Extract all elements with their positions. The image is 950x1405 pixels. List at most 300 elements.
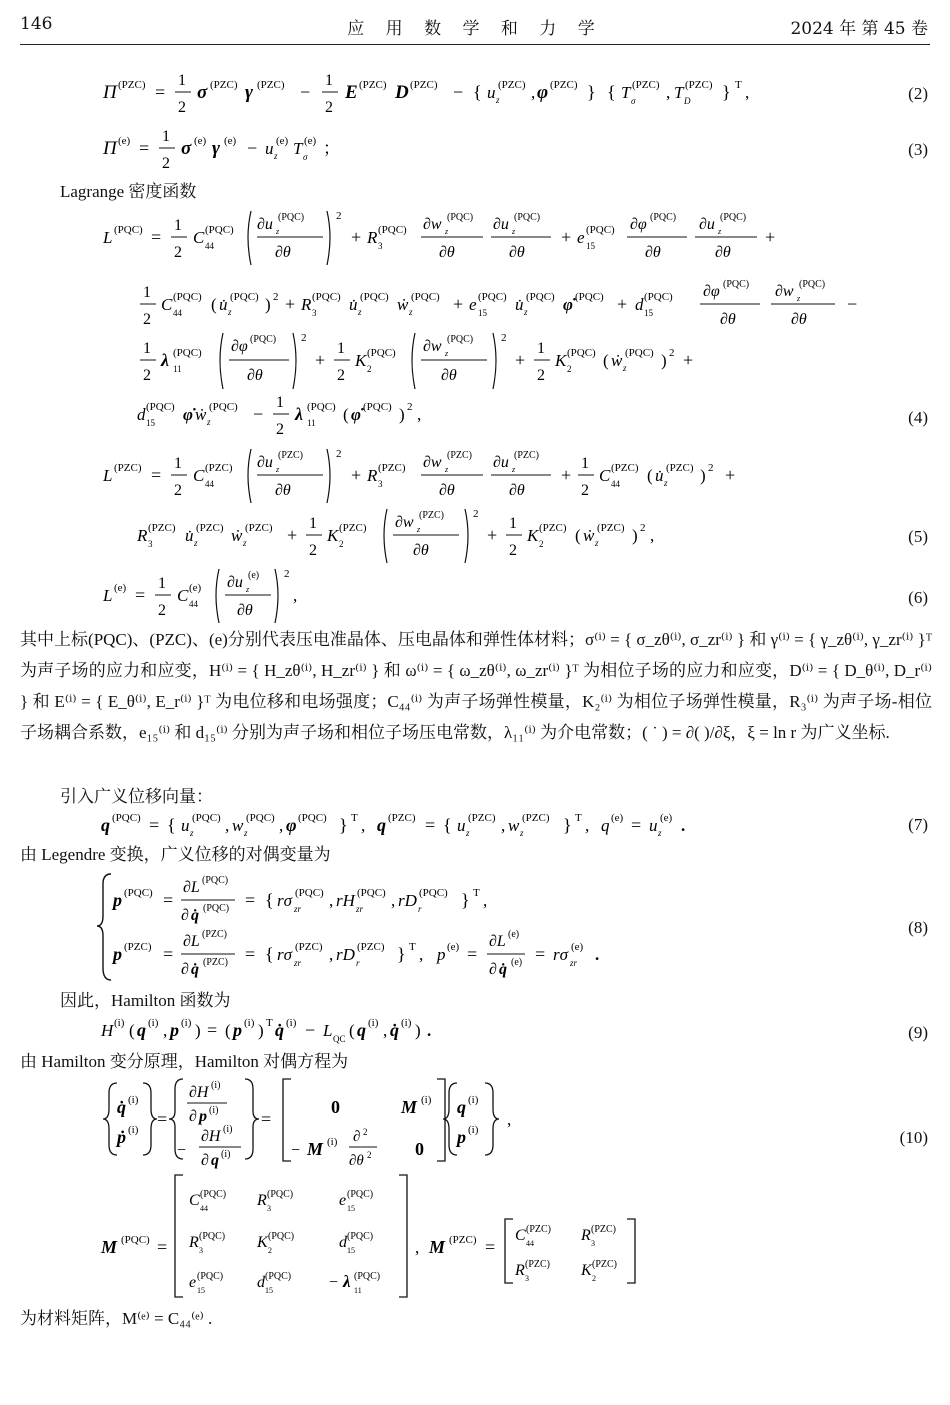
- equation-3: [95, 124, 495, 176]
- svg-text:q: q: [211, 1152, 219, 1169]
- svg-text:(i): (i): [223, 1124, 233, 1135]
- svg-text:,: ,: [531, 83, 536, 102]
- svg-text:(PZC): (PZC): [388, 812, 416, 824]
- svg-text:2: 2: [501, 332, 507, 344]
- svg-text:{: {: [443, 815, 452, 835]
- svg-text:z: z: [358, 307, 362, 317]
- svg-text:+: +: [561, 227, 572, 247]
- svg-text:,: ,: [383, 1021, 388, 1040]
- svg-text:z: z: [512, 227, 516, 236]
- svg-text:(PZC): (PZC): [591, 1224, 616, 1235]
- equation-4: [95, 205, 875, 445]
- svg-text:1: 1: [178, 72, 186, 89]
- svg-text:−: −: [300, 82, 311, 102]
- svg-text:∂: ∂: [201, 1152, 209, 1169]
- svg-text:1: 1: [174, 455, 182, 472]
- svg-text:∂w: ∂w: [775, 283, 794, 300]
- svg-text:): ): [258, 1021, 264, 1040]
- svg-text:zr: zr: [570, 958, 578, 968]
- svg-text:∂θ: ∂θ: [349, 1153, 364, 1169]
- svg-text:∂u: ∂u: [257, 216, 273, 233]
- svg-text:R: R: [189, 1234, 199, 1251]
- svg-text:2: 2: [669, 347, 675, 359]
- svg-text:D: D: [684, 96, 691, 106]
- svg-text:(PQC): (PQC): [526, 291, 555, 303]
- svg-text:1: 1: [162, 128, 170, 145]
- svg-text:C: C: [189, 1192, 200, 1209]
- svg-text:∂u: ∂u: [257, 454, 273, 471]
- svg-text:R: R: [515, 1262, 525, 1279]
- svg-text:(e): (e): [248, 570, 260, 581]
- svg-text:C: C: [193, 228, 205, 247]
- svg-text:(PZC): (PZC): [205, 462, 233, 474]
- svg-text:(i): (i): [286, 1017, 297, 1029]
- svg-text:(PQC): (PQC): [278, 212, 305, 223]
- svg-text:d: d: [137, 405, 146, 424]
- svg-text:z: z: [417, 525, 421, 534]
- svg-text:QC: QC: [333, 1034, 346, 1044]
- svg-text:(e): (e): [611, 812, 624, 824]
- svg-text:,: ,: [483, 891, 488, 910]
- svg-text:∂u: ∂u: [493, 454, 509, 471]
- svg-text:ẇ: ẇ: [611, 351, 623, 370]
- svg-text:(PQC): (PQC): [197, 1271, 224, 1282]
- svg-text:σ: σ: [181, 138, 192, 159]
- svg-text:q̇: q̇: [191, 961, 199, 978]
- svg-text:zr: zr: [294, 904, 302, 914]
- svg-text:,: ,: [361, 816, 366, 835]
- svg-text:z: z: [228, 307, 232, 317]
- svg-text:(PQC): (PQC): [265, 1271, 292, 1282]
- equation-7: [95, 808, 735, 842]
- svg-text:(PQC): (PQC): [514, 212, 541, 223]
- equation-number: (10): [899, 1128, 928, 1147]
- svg-text:z: z: [276, 227, 280, 236]
- svg-text:T: T: [409, 941, 416, 953]
- svg-text:K: K: [257, 1234, 268, 1251]
- svg-text:(PQC): (PQC): [205, 224, 234, 236]
- svg-text:∂w: ∂w: [423, 338, 442, 355]
- svg-text:d: d: [635, 295, 644, 314]
- svg-text:∂u: ∂u: [227, 574, 243, 591]
- svg-text:3: 3: [525, 1274, 529, 1283]
- svg-text:T: T: [351, 812, 358, 824]
- svg-text:∂θ: ∂θ: [645, 244, 661, 261]
- svg-text:e: e: [469, 295, 477, 314]
- journal-title: 应 用 数 学 和 力 学: [347, 19, 603, 39]
- svg-text:ẇ: ẇ: [195, 405, 207, 424]
- page-number: 146: [20, 14, 53, 34]
- svg-text:H: H: [101, 1021, 114, 1040]
- svg-text:∂: ∂: [489, 961, 497, 978]
- svg-text:−: −: [253, 404, 264, 424]
- svg-text:(i): (i): [421, 1094, 432, 1106]
- svg-text:=: =: [163, 944, 174, 964]
- svg-text:,: ,: [329, 945, 334, 964]
- svg-text:(e): (e): [304, 135, 317, 147]
- svg-text:,: ,: [163, 1021, 168, 1040]
- intro-vector-text: 引入广义位移向量：: [60, 787, 213, 806]
- equation-number: (8): [908, 918, 928, 937]
- svg-text:(PQC): (PQC): [378, 224, 407, 236]
- svg-text:∂θ: ∂θ: [439, 482, 455, 499]
- svg-text:+: +: [315, 350, 326, 370]
- equation-number: (6): [908, 588, 928, 607]
- svg-text:(e): (e): [194, 135, 207, 147]
- svg-text:2: 2: [708, 462, 714, 474]
- header-rule: [20, 44, 930, 45]
- svg-text:1: 1: [509, 515, 517, 532]
- svg-text:,: ,: [650, 526, 655, 545]
- svg-text:(PZC): (PZC): [611, 462, 639, 474]
- svg-text:(PZC): (PZC): [202, 929, 227, 940]
- svg-text:φ̇: φ̇: [351, 405, 361, 424]
- svg-text:ẇ: ẇ: [397, 295, 409, 314]
- svg-text:}: }: [461, 890, 470, 910]
- svg-text:z: z: [466, 828, 470, 838]
- svg-text:(PQC): (PQC): [199, 1231, 226, 1242]
- svg-text:r: r: [356, 958, 360, 968]
- svg-text:{: {: [167, 815, 176, 835]
- svg-text:,: ,: [293, 586, 298, 605]
- svg-text:=: =: [149, 815, 160, 835]
- equation-5: [95, 443, 815, 568]
- svg-text:K: K: [327, 526, 339, 545]
- svg-text:rD: rD: [336, 945, 355, 964]
- svg-text:z: z: [623, 363, 627, 373]
- svg-text:.: .: [427, 1021, 432, 1040]
- svg-text:R: R: [367, 466, 378, 485]
- svg-text:(PQC): (PQC): [267, 1189, 294, 1200]
- svg-text:(PQC): (PQC): [723, 279, 750, 290]
- svg-text:L: L: [103, 586, 113, 605]
- svg-text:C: C: [193, 466, 205, 485]
- svg-text:(i): (i): [468, 1094, 479, 1106]
- svg-text:2: 2: [339, 539, 344, 549]
- svg-text:1: 1: [276, 394, 284, 411]
- svg-text:44: 44: [173, 308, 182, 318]
- svg-text:(PQC): (PQC): [202, 875, 229, 886]
- svg-text:(PQC): (PQC): [799, 279, 826, 290]
- svg-text:∂: ∂: [181, 907, 189, 924]
- svg-text:}: }: [563, 815, 572, 835]
- svg-text:∂θ: ∂θ: [413, 542, 429, 559]
- svg-text:=: =: [155, 82, 166, 102]
- svg-text:rσ: rσ: [277, 945, 292, 964]
- svg-text:z: z: [524, 307, 528, 317]
- svg-text:): ): [415, 1021, 421, 1040]
- equation-number: (7): [908, 815, 928, 834]
- svg-text:=: =: [135, 585, 146, 605]
- svg-text:(PQC): (PQC): [230, 291, 259, 303]
- svg-text:44: 44: [205, 241, 214, 251]
- svg-text:}: }: [587, 82, 596, 102]
- svg-text:15: 15: [197, 1286, 205, 1295]
- equation-number: (3): [908, 140, 928, 159]
- svg-text:T: T: [621, 83, 631, 102]
- svg-text:z: z: [244, 828, 248, 838]
- svg-text:(PZC): (PZC): [339, 522, 367, 534]
- svg-text:(PZC): (PZC): [539, 522, 567, 534]
- svg-text:=: =: [485, 1237, 496, 1257]
- svg-text:,: ,: [585, 816, 590, 835]
- svg-text:(e): (e): [508, 929, 520, 940]
- svg-text:R: R: [367, 228, 378, 247]
- svg-text:(PQC): (PQC): [360, 291, 389, 303]
- svg-text:u: u: [457, 816, 466, 835]
- equation-10: [95, 1075, 695, 1305]
- svg-text:Π: Π: [103, 82, 117, 103]
- svg-text:−: −: [305, 1020, 316, 1040]
- svg-text:z: z: [658, 828, 662, 838]
- svg-text:d: d: [257, 1274, 265, 1291]
- journal-issue: 2024 年 第 45 卷: [790, 19, 928, 39]
- svg-text:u: u: [181, 816, 190, 835]
- svg-text:u̇: u̇: [349, 295, 358, 314]
- svg-text:∂θ: ∂θ: [237, 602, 253, 619]
- svg-text:+: +: [351, 227, 362, 247]
- svg-text:(PQC): (PQC): [312, 291, 341, 303]
- svg-text:(PZC): (PZC): [295, 941, 323, 953]
- svg-text:+: +: [285, 294, 296, 314]
- svg-text:2: 2: [158, 602, 166, 619]
- svg-text:15: 15: [347, 1246, 355, 1255]
- svg-text:∂θ: ∂θ: [275, 244, 291, 261]
- svg-text:zr: zr: [356, 904, 364, 914]
- svg-text:∂H: ∂H: [201, 1128, 221, 1145]
- svg-text:=: =: [425, 815, 436, 835]
- svg-text:2: 2: [473, 508, 479, 520]
- svg-text:(PZC): (PZC): [685, 79, 713, 91]
- variable-definitions-paragraph: 其中上标(PQC)、(PZC)、(e)分别代表压电准晶体、压电晶体和弹性体材料；σ⁽ⁱ⁾ = { σ_zθ⁽ⁱ⁾, σ_zr⁽ⁱ⁾ } 和 γ⁽ⁱ⁾ = { γ_zθ⁽ⁱ⁾, γ_zr⁽ⁱ⁾ }ᵀ 为声子场的应力和应变，H⁽ⁱ⁾ = { H_zθ⁽ⁱ⁾, H_zr⁽ⁱ⁾ } 和 ω⁽ⁱ⁾ = { ω_zθ⁽ⁱ⁾, ω_zr⁽ⁱ⁾ }ᵀ 为相位子场的应力和应变，D⁽ⁱ⁾ = { D_θ⁽ⁱ⁾, D_r⁽ⁱ⁾ } 和 E⁽ⁱ⁾ = { E_θ⁽ⁱ⁾, E_r⁽ⁱ⁾ }ᵀ 为电位移和电场强度；C₄₄⁽ⁱ⁾ 为声子场弹性模量，K₂⁽ⁱ⁾ 为相位子场弹性模量，R₃⁽ⁱ⁾ 为声子场-相位子场耦合系数，e₁₅⁽ⁱ⁾ 和 d₁₅⁽ⁱ⁾ 分别为声子场和相位子场压电常数，λ₁₁⁽ⁱ⁾ 为介电常数；( ˙ ) = ∂( )/∂ξ，ξ = ln r 为广义坐标.: [20, 630, 932, 742]
- svg-text:+: +: [453, 294, 464, 314]
- svg-text:z: z: [520, 828, 524, 838]
- svg-text:(i): (i): [181, 1017, 192, 1029]
- svg-text:σ: σ: [631, 96, 636, 106]
- svg-text:,: ,: [225, 816, 230, 835]
- svg-text:2: 2: [337, 367, 345, 384]
- svg-text:(e): (e): [447, 941, 460, 953]
- svg-text:(PQC): (PQC): [650, 212, 677, 223]
- svg-text:R: R: [581, 1227, 591, 1244]
- svg-text:(PZC): (PZC): [468, 812, 496, 824]
- svg-text:(PZC): (PZC): [526, 1224, 551, 1235]
- svg-text:∂θ: ∂θ: [791, 311, 807, 328]
- svg-text:λ: λ: [161, 350, 169, 370]
- svg-text:+: +: [617, 294, 628, 314]
- svg-text:11: 11: [307, 418, 316, 428]
- svg-text:d: d: [339, 1234, 347, 1251]
- svg-text:2: 2: [174, 482, 182, 499]
- svg-text:z: z: [274, 151, 278, 161]
- svg-text:D: D: [395, 82, 409, 103]
- svg-text:∂φ: ∂φ: [231, 338, 248, 355]
- svg-text:−: −: [177, 1142, 187, 1159]
- svg-text:(PZC): (PZC): [378, 462, 406, 474]
- svg-text:(PQC): (PQC): [586, 224, 615, 236]
- svg-text:=: =: [261, 1109, 272, 1129]
- svg-text:(PQC): (PQC): [567, 347, 596, 359]
- svg-text:+: +: [683, 350, 694, 370]
- svg-text:2: 2: [592, 1274, 596, 1283]
- svg-text:=: =: [467, 944, 478, 964]
- svg-text:): ): [700, 466, 706, 485]
- svg-text:3: 3: [312, 308, 317, 318]
- svg-text:(PZC): (PZC): [514, 450, 539, 461]
- svg-text:φ̇: φ̇: [183, 405, 193, 424]
- svg-text:0: 0: [415, 1139, 424, 1159]
- svg-text:=: =: [245, 890, 256, 910]
- svg-text:(PZC): (PZC): [124, 941, 152, 953]
- svg-text:z: z: [445, 349, 449, 358]
- svg-text:2: 2: [581, 482, 589, 499]
- svg-text:2: 2: [640, 522, 646, 534]
- svg-text:(PZC): (PZC): [257, 79, 285, 91]
- svg-text:e: e: [577, 228, 585, 247]
- svg-text:2: 2: [273, 291, 279, 303]
- svg-text:(PQC): (PQC): [447, 334, 474, 345]
- svg-text:q: q: [457, 1097, 466, 1117]
- svg-text:(i): (i): [368, 1017, 379, 1029]
- svg-text:M: M: [307, 1139, 324, 1159]
- svg-text:∂w: ∂w: [423, 454, 442, 471]
- svg-text:2: 2: [336, 210, 342, 222]
- svg-text:∂θ: ∂θ: [509, 244, 525, 261]
- svg-text:(PQC): (PQC): [146, 401, 175, 413]
- svg-text:+: +: [487, 525, 498, 545]
- svg-text:T: T: [293, 139, 303, 158]
- svg-text:0: 0: [331, 1097, 340, 1117]
- svg-text:(PQC): (PQC): [268, 1231, 295, 1242]
- svg-text:=: =: [631, 815, 642, 835]
- svg-text:,: ,: [666, 83, 671, 102]
- svg-text:z: z: [194, 538, 198, 548]
- svg-text:2: 2: [162, 155, 170, 172]
- svg-text:C: C: [515, 1227, 526, 1244]
- svg-text:15: 15: [586, 241, 595, 251]
- svg-text:1: 1: [309, 515, 317, 532]
- svg-text:−: −: [329, 1274, 339, 1291]
- svg-text:.: .: [681, 816, 686, 835]
- svg-text:3: 3: [378, 241, 383, 251]
- svg-text:(PQC): (PQC): [347, 1231, 374, 1242]
- svg-text:z: z: [207, 417, 211, 427]
- svg-text:∂L: ∂L: [183, 933, 200, 950]
- svg-text:(PQC): (PQC): [295, 887, 324, 899]
- svg-text:(PQC): (PQC): [419, 887, 448, 899]
- svg-text:44: 44: [189, 599, 198, 609]
- svg-text:∂H: ∂H: [189, 1084, 209, 1101]
- svg-text:2: 2: [537, 367, 545, 384]
- svg-text:∂φ: ∂φ: [630, 216, 647, 233]
- svg-text:(i): (i): [211, 1080, 221, 1091]
- equation-2: [95, 68, 795, 120]
- svg-text:L: L: [323, 1021, 333, 1040]
- svg-text:∂w: ∂w: [395, 514, 414, 531]
- svg-text:2: 2: [276, 421, 284, 438]
- svg-text:3: 3: [267, 1204, 271, 1213]
- svg-text:u: u: [487, 83, 496, 102]
- hamilton-function-text: 因此，Hamilton 函数为: [60, 991, 231, 1010]
- svg-text:1: 1: [174, 217, 182, 234]
- svg-text:rσ: rσ: [277, 891, 292, 910]
- svg-text:2: 2: [301, 332, 307, 344]
- svg-text:(i): (i): [148, 1017, 159, 1029]
- svg-text:(: (: [225, 1021, 231, 1040]
- svg-text:rσ: rσ: [553, 945, 568, 964]
- svg-text:,: ,: [507, 1110, 512, 1129]
- svg-text:(: (: [343, 405, 349, 424]
- svg-text:C: C: [599, 466, 611, 485]
- svg-text:(PZC): (PZC): [632, 79, 660, 91]
- svg-text:−: −: [291, 1142, 301, 1159]
- svg-text:z: z: [664, 478, 668, 488]
- svg-text:rH: rH: [336, 891, 355, 910]
- svg-text:λ: λ: [343, 1272, 351, 1291]
- svg-text:φ: φ: [286, 815, 297, 835]
- svg-text:(PQC): (PQC): [124, 887, 153, 899]
- svg-text:z: z: [595, 538, 599, 548]
- svg-text:γ: γ: [212, 138, 220, 159]
- svg-text:): ): [265, 295, 271, 314]
- svg-text:L: L: [103, 228, 113, 247]
- svg-text:+: +: [515, 350, 526, 370]
- svg-text:1: 1: [143, 340, 151, 357]
- svg-text:(PQC): (PQC): [112, 812, 141, 824]
- svg-text:(PQC): (PQC): [203, 903, 230, 914]
- svg-text:2: 2: [178, 99, 186, 116]
- svg-text:(i): (i): [209, 1105, 219, 1116]
- svg-text:q̇: q̇: [275, 1020, 284, 1040]
- svg-text:+: +: [561, 465, 572, 485]
- svg-text:(PZC): (PZC): [550, 79, 578, 91]
- svg-text:−: −: [847, 294, 858, 314]
- svg-text:(e): (e): [571, 941, 584, 953]
- svg-text:R: R: [137, 526, 148, 545]
- svg-text:∂θ: ∂θ: [715, 244, 731, 261]
- svg-text:(PZC): (PZC): [525, 1259, 550, 1270]
- svg-text:∂w: ∂w: [423, 216, 442, 233]
- svg-text:∂: ∂: [189, 1108, 197, 1125]
- svg-text:∂L: ∂L: [183, 879, 200, 896]
- svg-text:q̇: q̇: [117, 1097, 126, 1117]
- svg-text:K: K: [555, 351, 567, 370]
- svg-text:(PZC): (PZC): [447, 450, 472, 461]
- svg-text:(e): (e): [189, 582, 202, 594]
- svg-text:(PQC): (PQC): [367, 347, 396, 359]
- svg-text:(PZC): (PZC): [410, 79, 438, 91]
- svg-text:2: 2: [336, 448, 342, 460]
- equation-6: [95, 563, 395, 629]
- svg-text:(: (: [575, 526, 581, 545]
- svg-text:(PQC): (PQC): [644, 291, 673, 303]
- svg-text:(PQC): (PQC): [307, 401, 336, 413]
- svg-text:u̇: u̇: [219, 295, 228, 314]
- svg-text:T: T: [473, 887, 480, 899]
- svg-text:ẇ: ẇ: [583, 526, 595, 545]
- svg-text:−: −: [247, 138, 258, 158]
- svg-text:3: 3: [378, 479, 383, 489]
- svg-text:2: 2: [143, 367, 151, 384]
- svg-text:(: (: [603, 351, 609, 370]
- svg-text:,: ,: [329, 891, 334, 910]
- svg-text:2: 2: [407, 401, 413, 413]
- svg-text:): ): [399, 405, 405, 424]
- svg-text:u̇: u̇: [515, 295, 524, 314]
- svg-text:(PZC): (PZC): [114, 462, 142, 474]
- svg-text:∂θ: ∂θ: [247, 367, 263, 384]
- svg-text:=: =: [157, 1109, 168, 1129]
